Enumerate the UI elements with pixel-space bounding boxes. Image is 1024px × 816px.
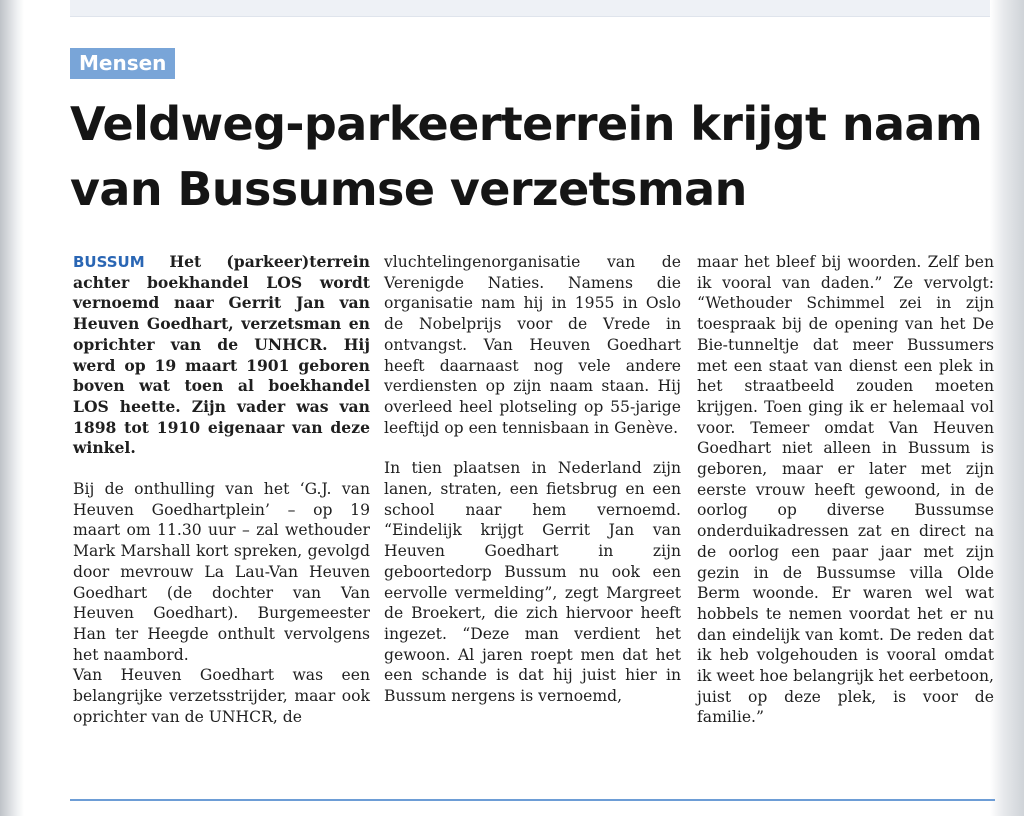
article-column-3	[697, 252, 994, 728]
article-column-2	[384, 252, 681, 707]
page-gutter-shadow	[0, 0, 24, 816]
lead-paragraph	[73, 252, 370, 459]
bottom-rule	[70, 799, 995, 801]
paragraph-biography-cont: vluchtelingenorganisatie van de Verenigde Naties. Namens die organisatie nam hij in 1955 in Oslo de Nobelprijs voor de Vrede in ontvangst. Van Heuven Goedhart heeft daarnaast nog vele andere verdiensten op zijn naam staan. Hij overleed heel plotseling op 55-jarige leeftijd op een tennisbaan in Genève.	[384, 253, 681, 437]
top-band	[70, 0, 990, 17]
article-column-1	[73, 252, 370, 727]
paragraph-unveiling: Bij de onthulling van het ‘G.J. van Heuven Goedhartplein’ – op 19 maart om 11.30 uur – zal wethouder Mark Marshall kort spreken, gevolgd door mevrouw La Lau-Van Heuven Goedhart (de dochter van Van Heuven Goedhart). Burgemeester Han ter Heegde onthult vervolgens het naambord.	[73, 480, 370, 664]
dateline: BUSSUM	[73, 253, 145, 271]
lead-text: Het (parkeer)terrein achter boekhandel LOS wordt vernoemd naar Gerrit Jan van Heuven Goedhart, verzetsman en oprichter van de UNHCR. Hij werd op 19 maart 1901 geboren boven wat toen al boekhandel LOS heette. Zijn vader was van 1898 tot 1910 eigenaar van deze winkel.	[73, 252, 370, 458]
section-label: Mensen	[70, 48, 175, 79]
headline: Veldweg-parkeerterrein krijgt naam van Bussumse verzetsman	[70, 97, 983, 216]
paragraph-biography-start: Van Heuven Goedhart was een belangrijke verzetsstrijder, maar ook oprichter van de UNHCR, de	[73, 666, 370, 726]
paragraph-quote-cont: maar het bleef bij woorden. Zelf ben ik vooral van daden.” Ze vervolgt: “Wethouder Schimmel zei in zijn toespraak bij de opening van het De Bie-tunneltje dat meer Bussumers met een staat van dienst een plek in het straatbeeld zouden moeten krijgen. Toen ging ik er helemaal vol voor. Temeer omdat Van Heuven Goedhart niet alleen in Bussum is geboren, maar er later met zijn eerste vrouw heeft gewoond, in de oorlog op diverse Bussumse onderduikadressen zat en direct na de oorlog een paar jaar met zijn gezin in de Bussumse villa Olde Berm woonde. Er waren wel wat hobbels te nemen voordat het er nu dan eindelijk van komt. De reden dat ik heb volgehouden is vooral omdat ik weet hoe belangrijk het eerbetoon, juist op deze plek, is voor de familie.”	[697, 253, 994, 727]
paragraph-quote-start: In tien plaatsen in Nederland zijn lanen, straten, een fietsbrug en een school naar hem vernoemd. “Eindelijk krijgt Gerrit Jan van Heuven Goedhart in zijn geboortedorp Bussum nu ook een eervolle vermelding”, zegt Margreet de Broekert, die zich hiervoor heeft ingezet. “Deze man verdient het gewoon. Al jaren roept men dat het een schande is dat hij juist hier in Bussum nergens is vernoemd,	[384, 459, 681, 706]
